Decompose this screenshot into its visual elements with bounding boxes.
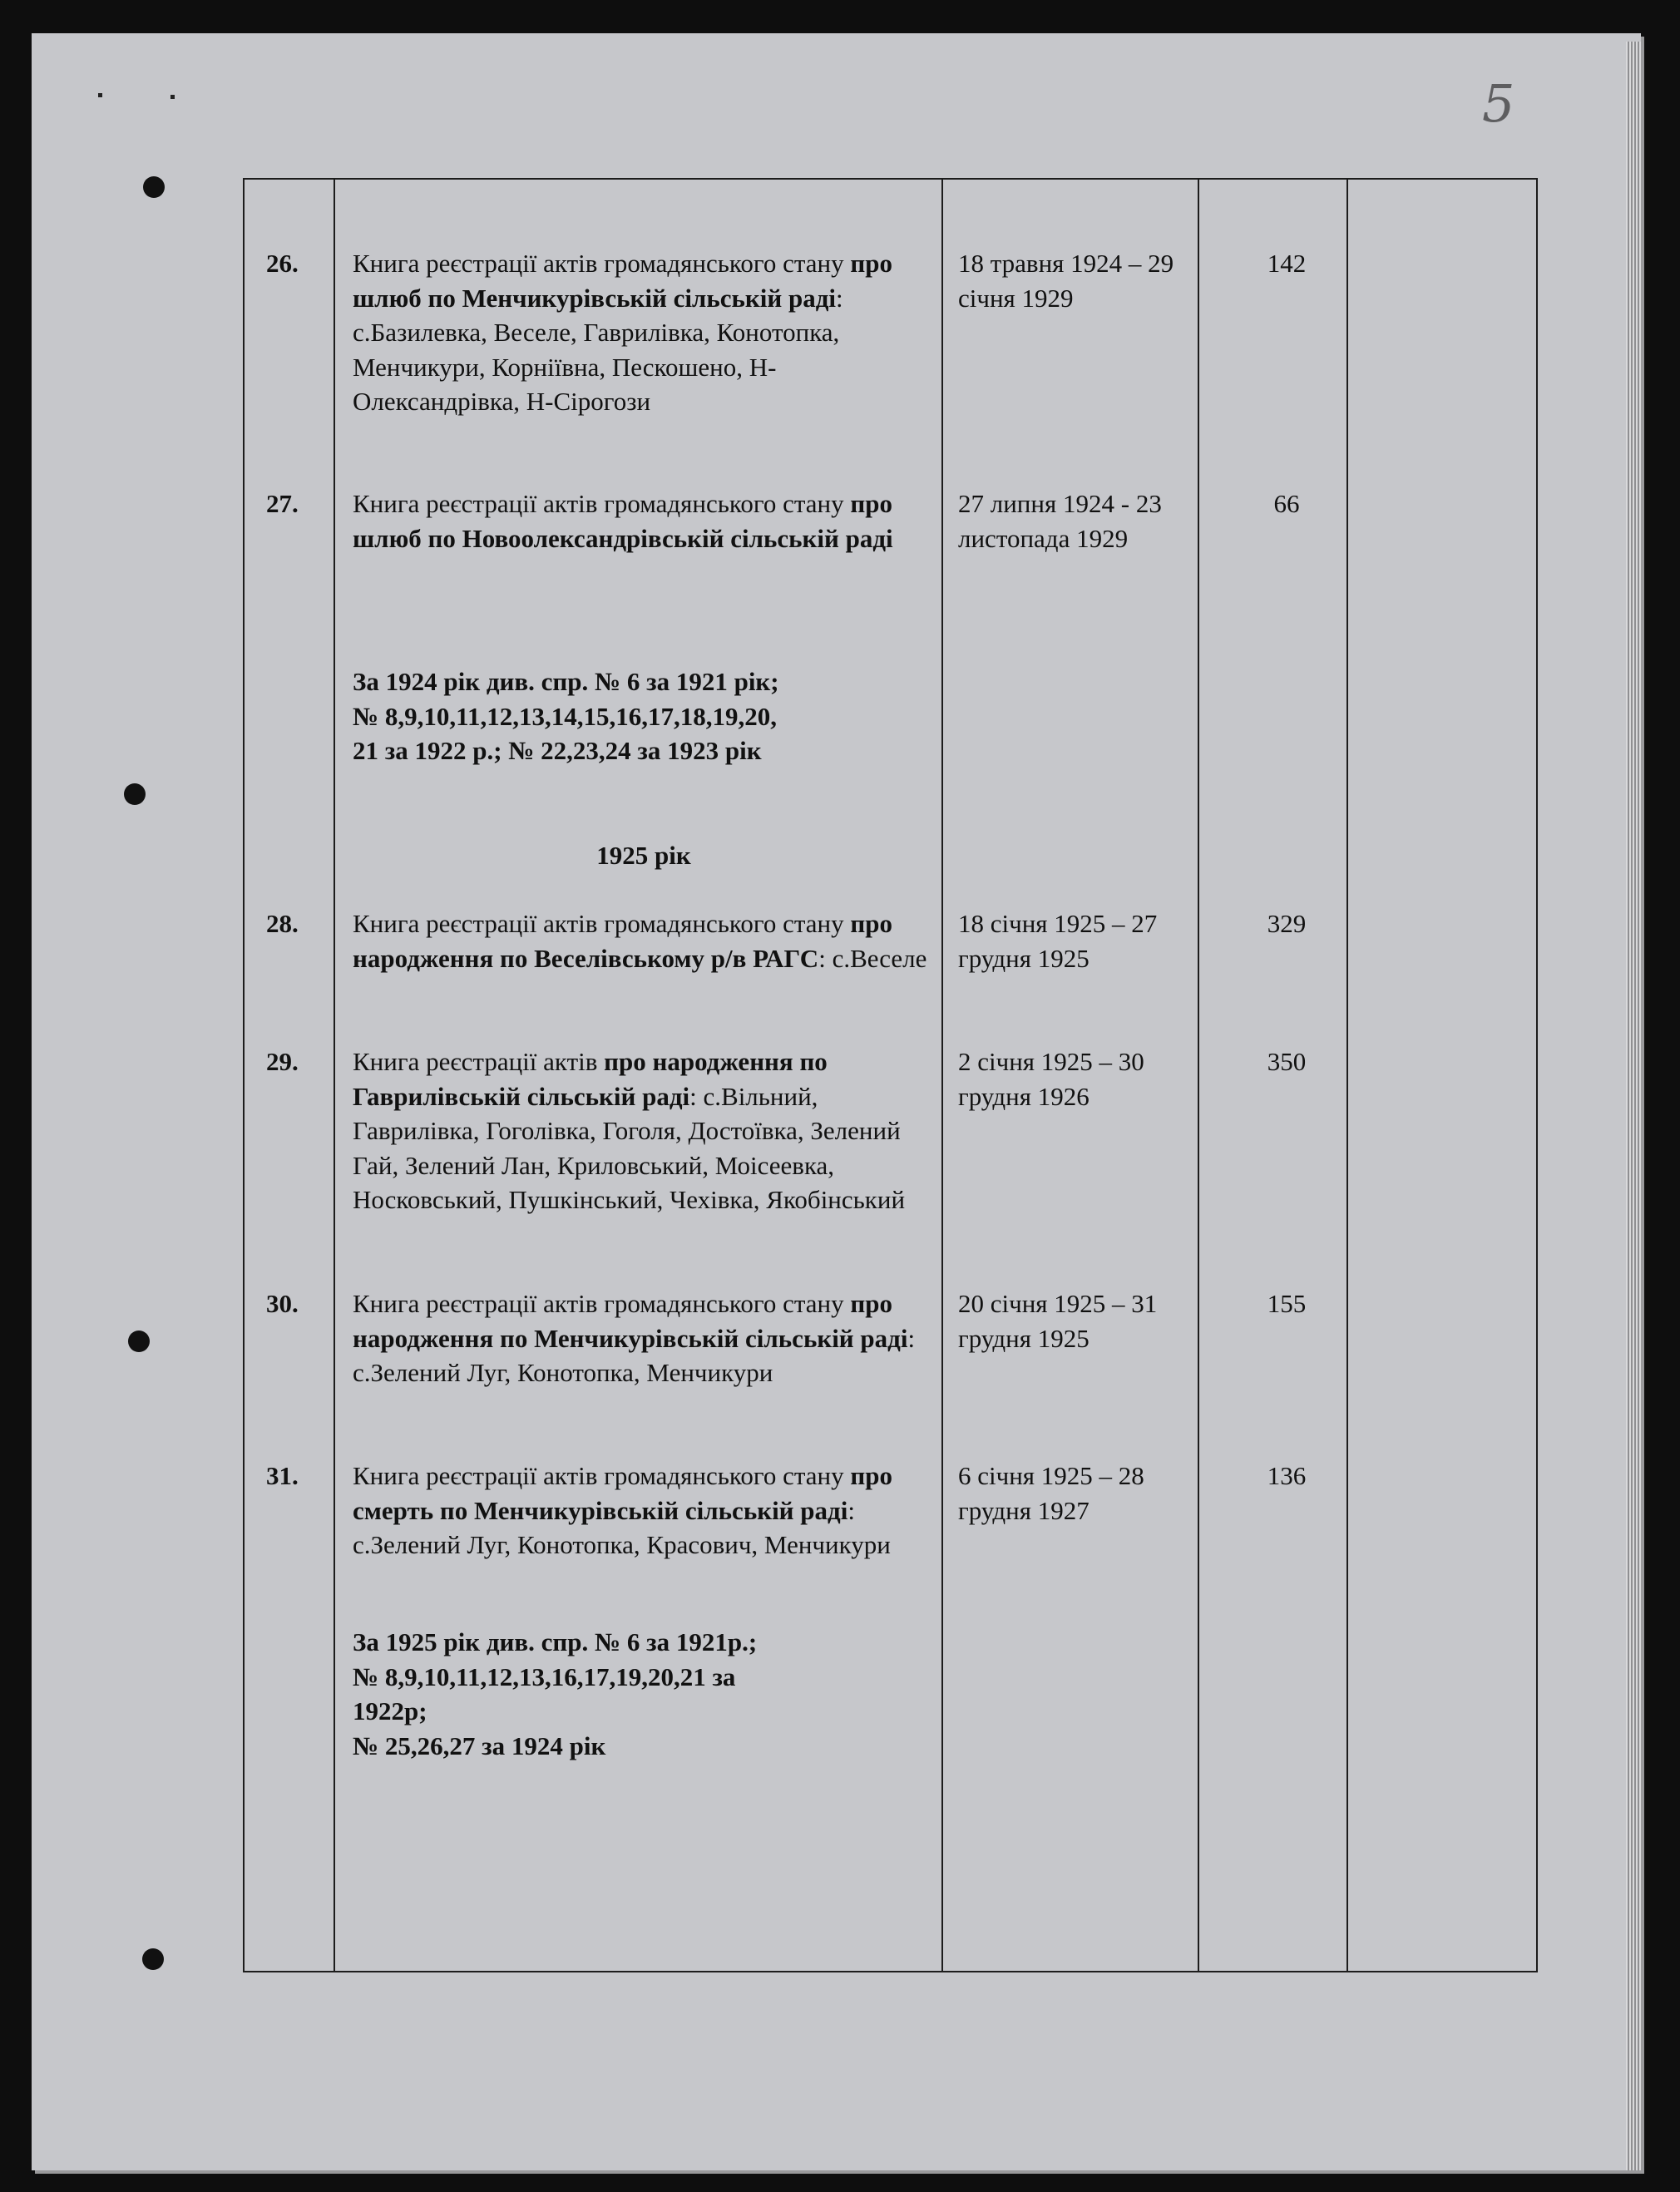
note-line: За 1924 рік див. спр. № 6 за 1921 рік; [353, 667, 779, 696]
note-line: № 25,26,27 за 1924 рік [353, 1730, 606, 1760]
sheet-count: 136 [1267, 1461, 1307, 1490]
note-line: № 8,9,10,11,12,13,16,17,19,20,21 за [353, 1661, 736, 1691]
date-range: 27 липня 1924 - 23 листопада 1929 [958, 489, 1162, 553]
punch-hole-4 [142, 1948, 164, 1970]
sheet-count: 142 [1267, 249, 1307, 278]
desc-text: : с.Вільний, Гаврилівка, Гоголівка, Гоголя, Достоївка, Зелений Гай, Зелений Лан, Криловський, Моісеевка, Носковський, Пушкінський, Чехівка, Якобінський [353, 1081, 906, 1214]
scan-speck [170, 95, 175, 99]
records-table [243, 178, 1538, 1972]
case-number: 27. [266, 489, 299, 518]
sheet-count: 329 [1267, 909, 1307, 938]
case-description [353, 486, 935, 555]
date-range: 6 січня 1925 – 28 грудня 1927 [958, 1461, 1144, 1525]
desc-text: : с.Зелений Луг, Конотопка, Красович, Менчикури [353, 1495, 891, 1559]
desc-text: : с.Веселе [818, 943, 927, 973]
desc-text: Книга реєстрації актів [353, 1047, 605, 1076]
desc-bold: про народження по Гаврилівській сільській раді [353, 1047, 828, 1111]
case-description [353, 906, 935, 975]
desc-text: Книга реєстрації актів громадянського стану [353, 489, 851, 518]
cross-reference-note-1925 [353, 1625, 935, 1763]
desc-text: : с.Зелений Луг, Конотопка, Менчикури [353, 1323, 916, 1387]
year-heading: 1925 рік [596, 841, 691, 870]
desc-text: Книга реєстрації актів громадянського стану [353, 909, 851, 938]
scan-speck [98, 93, 102, 97]
note-line: № 8,9,10,11,12,13,14,15,16,17,18,19,20, [353, 701, 777, 731]
handwritten-page-number: 5 [1482, 73, 1515, 134]
sheet-count: 155 [1267, 1289, 1307, 1318]
case-number: 28. [266, 909, 299, 938]
case-description [353, 1286, 935, 1390]
case-number: 30. [266, 1289, 299, 1318]
date-range: 20 січня 1925 – 31 грудня 1925 [958, 1289, 1158, 1353]
case-description [353, 246, 935, 419]
desc-bold: про шлюб по Новоолександрівській сільській раді [353, 489, 893, 553]
note-line: За 1925 рік див. спр. № 6 за 1921р.; [353, 1627, 758, 1656]
case-number: 26. [266, 249, 299, 278]
date-range: 18 січня 1925 – 27 грудня 1925 [958, 909, 1158, 973]
note-line: 21 за 1922 р.; № 22,23,24 за 1923 рік [353, 736, 762, 765]
case-description [353, 1044, 935, 1217]
desc-text: Книга реєстрації актів громадянського стану [353, 1289, 851, 1318]
desc-bold: про народження по Веселівському р/в РАГС [353, 909, 892, 973]
punch-hole-2 [124, 783, 146, 805]
case-description [353, 1459, 935, 1563]
sheet-count: 66 [1273, 489, 1300, 518]
cross-reference-note-1924 [353, 664, 935, 768]
date-range: 18 травня 1924 – 29 січня 1929 [958, 249, 1174, 313]
column-divider [334, 180, 335, 1971]
desc-text: : с.Базилевка, Веселе, Гаврилівка, Конотопка, Менчикури, Корніївна, Пескошено, Н-Олександрівка, Н-Сірогози [353, 283, 843, 416]
punch-hole-3 [128, 1331, 150, 1352]
desc-bold: про народження по Менчикурівській сільській раді [353, 1289, 908, 1353]
column-divider [941, 180, 943, 1971]
sheet-count: 350 [1267, 1047, 1307, 1076]
desc-bold: про шлюб по Менчикурівській сільській раді [353, 249, 892, 313]
date-range: 2 січня 1925 – 30 грудня 1926 [958, 1047, 1144, 1111]
note-line: 1922р; [353, 1696, 427, 1725]
page-stack-edge [1626, 42, 1641, 2170]
case-number: 31. [266, 1461, 299, 1490]
desc-text: Книга реєстрації актів громадянського стану [353, 1461, 851, 1490]
desc-text: Книга реєстрації актів громадянського стану [353, 249, 851, 278]
desc-bold: про смерть по Менчикурівській сільській раді [353, 1461, 892, 1525]
case-number: 29. [266, 1047, 299, 1076]
punch-hole-1 [143, 176, 165, 198]
